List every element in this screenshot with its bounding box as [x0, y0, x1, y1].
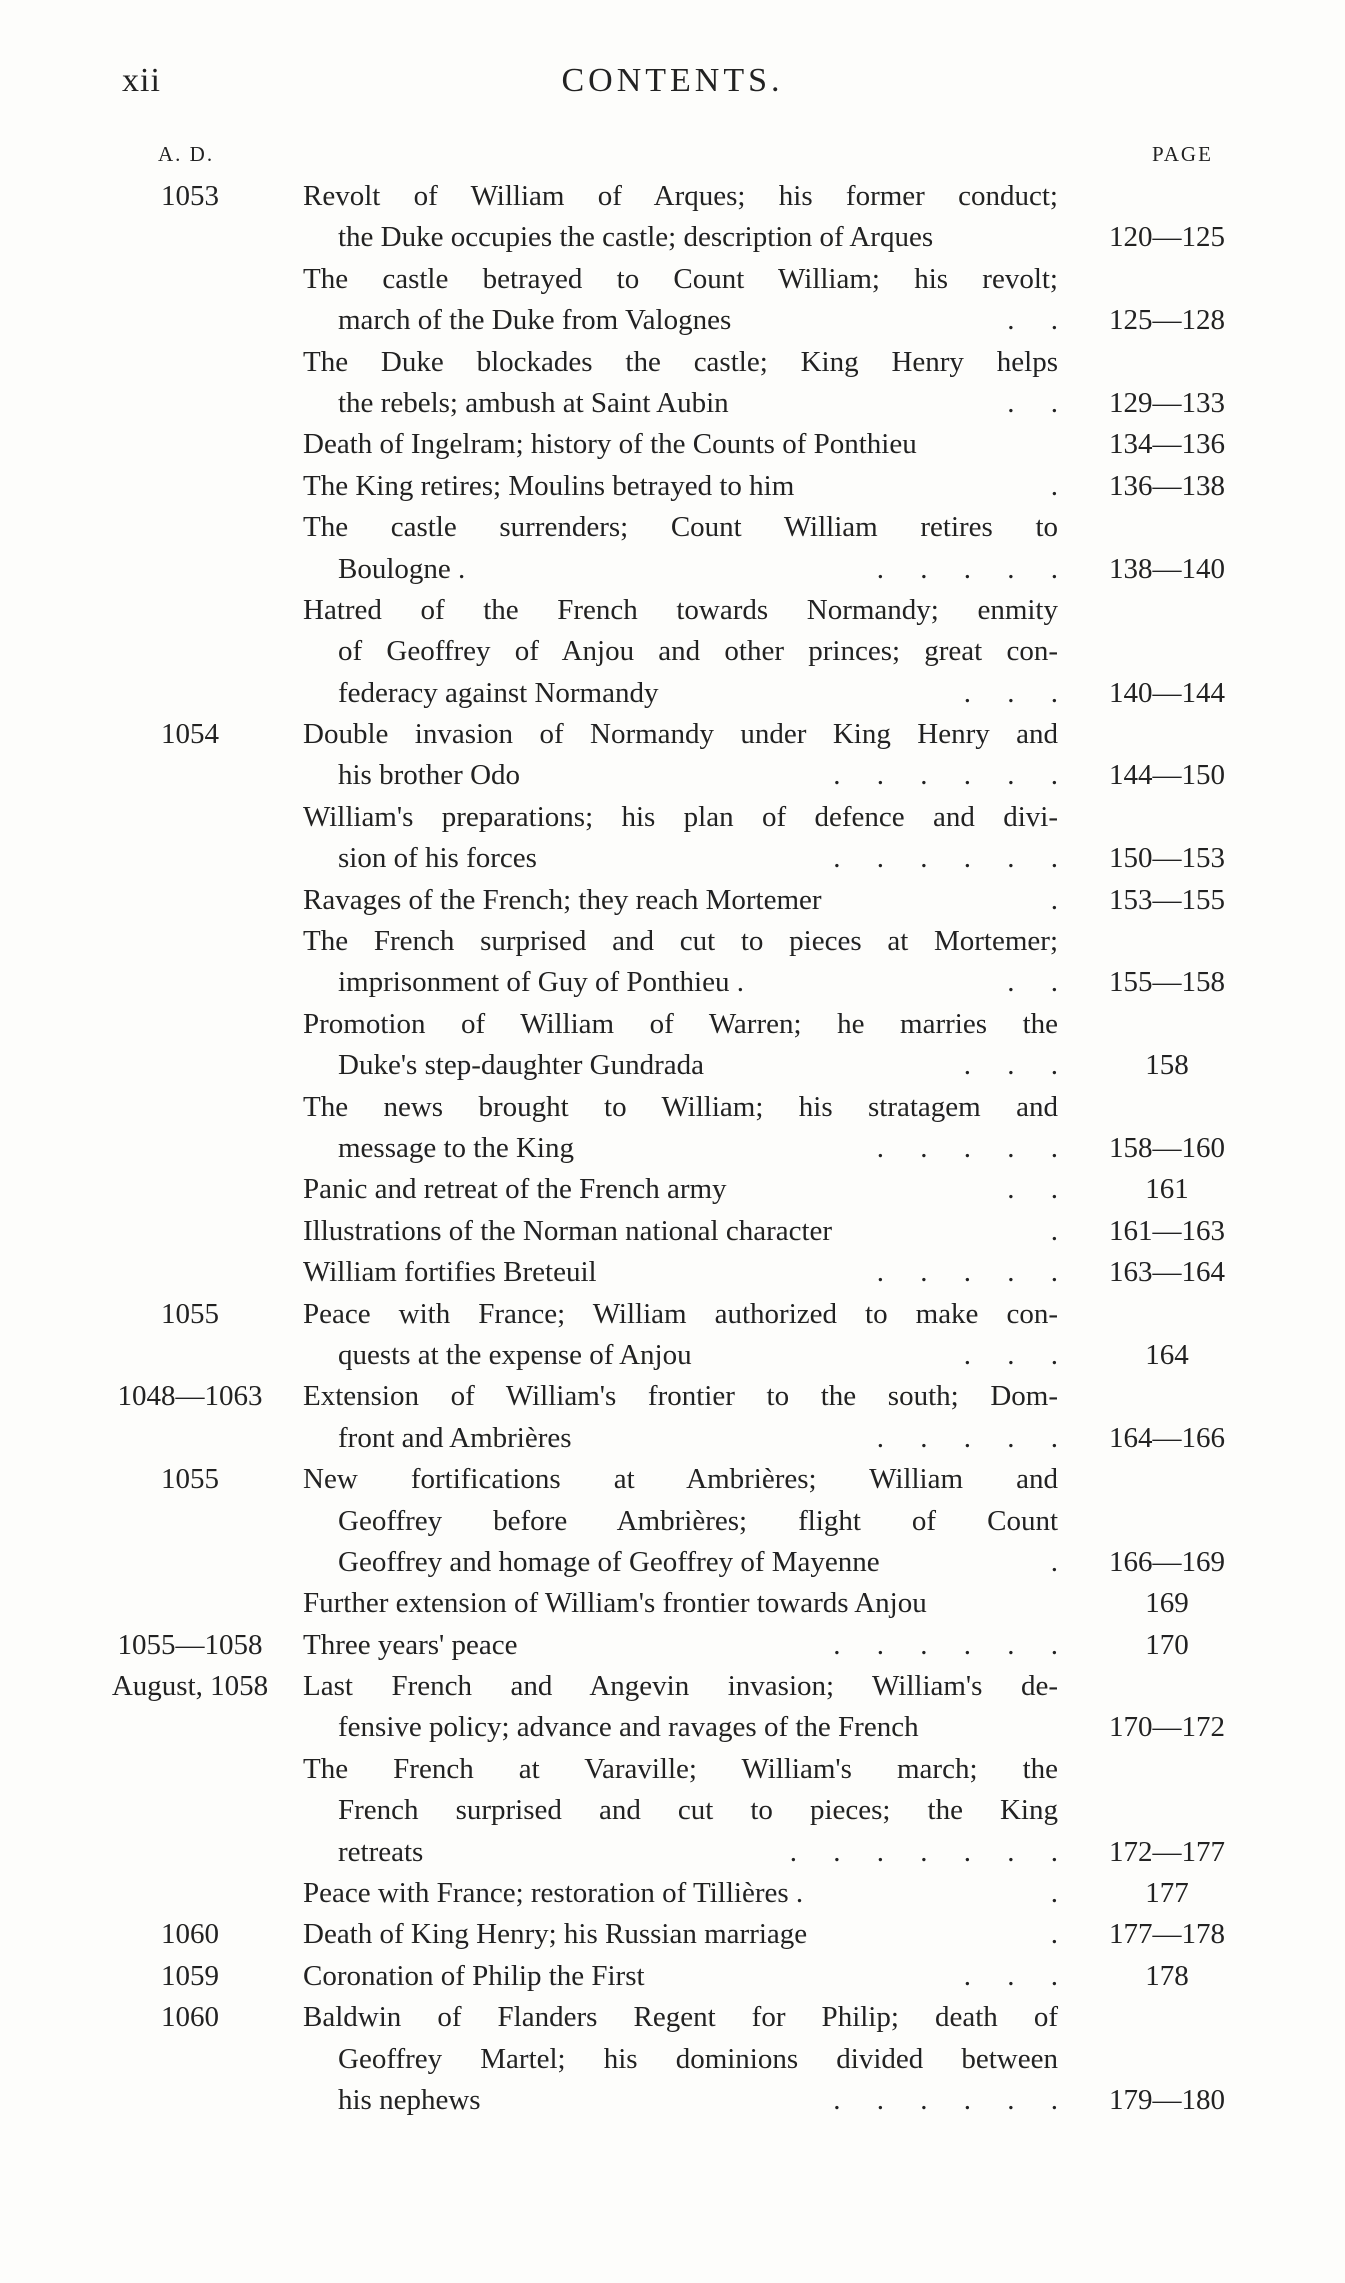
entry-description [303, 176, 1058, 259]
entry-line: sion of his forces . . . . . . [303, 838, 1058, 879]
entry-line: Promotion of William of Warren; he marries the [303, 1007, 1058, 1040]
entry-line: The news brought to William; his stratagem and [303, 1090, 1058, 1123]
running-title: CONTENTS. [561, 62, 784, 99]
leader-dots: . . . . . [876, 1421, 1058, 1454]
entry-line: Duke's step-daughter Gundrada . . . [303, 1045, 1058, 1086]
entry-line: The French at Varaville; William's march; the [303, 1752, 1058, 1785]
entry-pages: 161 [1145, 1173, 1189, 1206]
entry-line: the Duke occupies the castle; description of Arques [338, 221, 934, 254]
contents-entry [0, 1252, 1345, 1293]
entry-pages: 177—178 [1109, 1918, 1225, 1951]
leader-dots: . . . [963, 676, 1058, 709]
entry-pages: 150—153 [1109, 842, 1225, 875]
contents-entry [0, 1211, 1345, 1252]
leader-dots: . . . . . [876, 552, 1058, 585]
entry-line: his nephews . . . . . . [303, 2080, 1058, 2121]
entry-line: the rebels; ambush at Saint Aubin . . [303, 383, 1058, 424]
entry-line: message to the King . . . . . [303, 1128, 1058, 1169]
column-headings [0, 142, 1345, 172]
entry-line: Ravages of the French; they reach Mortemer . [303, 880, 1058, 921]
leader-dots: . . [1007, 386, 1058, 419]
leader-dots: . . [1007, 1173, 1058, 1206]
entry-year: 1060 [161, 1918, 219, 1951]
contents-entry [0, 1997, 1345, 2121]
leader-dots: . [1050, 883, 1058, 916]
entry-line: his brother Odo . . . . . . [303, 755, 1058, 796]
contents-entry [0, 1087, 1345, 1170]
entry-line: Last French and Angevin invasion; William's de- [303, 1670, 1058, 1703]
year-column-heading: A. D. [158, 142, 215, 166]
page-folio: xii [122, 62, 161, 99]
leader-dots: . . . . . . [833, 2083, 1058, 2116]
entry-description [303, 1583, 1058, 1624]
entry-line: fensive policy; advance and ravages of the French [338, 1711, 919, 1744]
entry-pages: 166—169 [1109, 1545, 1225, 1578]
entry-year: 1053 [161, 180, 219, 212]
entry-line: Hatred of the French towards Normandy; enmity [303, 593, 1058, 626]
entry-pages: 170 [1145, 1628, 1189, 1661]
entry-description [303, 1459, 1058, 1583]
entry-line: Illustrations of the Norman national character . [303, 1211, 1058, 1252]
entry-pages: 161—163 [1109, 1214, 1225, 1247]
entry-description [303, 1252, 1058, 1293]
entry-line: Double invasion of Normandy under King Henry and [303, 718, 1058, 751]
contents-entry [0, 176, 1345, 259]
contents-entry [0, 1459, 1345, 1583]
entry-pages: 129—133 [1109, 386, 1225, 419]
contents-entry [0, 259, 1345, 342]
entry-description [303, 507, 1058, 590]
entry-description [303, 1169, 1058, 1210]
contents-entry [0, 424, 1345, 465]
contents-entry [0, 1583, 1345, 1624]
entry-pages: 158 [1145, 1049, 1189, 1082]
entry-line: William's preparations; his plan of defence and divi- [303, 800, 1058, 833]
entry-description [303, 1749, 1058, 1873]
entry-line: Peace with France; restoration of Tillières . . [303, 1873, 1058, 1914]
entry-pages: 138—140 [1109, 552, 1225, 585]
contents-entry [0, 507, 1345, 590]
contents-entry [0, 1749, 1345, 1873]
entry-line: Revolt of William of Arques; his former conduct; [303, 180, 1058, 212]
entry-description [303, 259, 1058, 342]
leader-dots: . [1050, 469, 1058, 502]
entry-pages: 170—172 [1109, 1711, 1225, 1744]
entry-description [303, 1294, 1058, 1377]
entry-line: Boulogne . . . . . . [303, 549, 1058, 590]
entry-description [303, 1873, 1058, 1914]
entry-pages: 136—138 [1109, 469, 1225, 502]
entry-pages: 153—155 [1109, 883, 1225, 916]
entry-year: August, 1058 [111, 1670, 269, 1703]
entry-line: The Duke blockades the castle; King Henry helps [303, 345, 1058, 378]
entry-pages: 125—128 [1109, 304, 1225, 337]
contents-entry [0, 1873, 1345, 1914]
entry-description [303, 342, 1058, 425]
entry-line: Further extension of William's frontier towards Anjou [303, 1587, 927, 1620]
contents-entry [0, 1376, 1345, 1459]
leader-dots: . . [1007, 304, 1058, 337]
entry-line: The castle surrenders; Count William retires to [303, 511, 1058, 544]
entry-line: Baldwin of Flanders Regent for Philip; death of [303, 2001, 1058, 2034]
entry-pages: 120—125 [1109, 221, 1225, 254]
entry-description [303, 921, 1058, 1004]
page-header [0, 62, 1345, 112]
contents-entry [0, 1956, 1345, 1997]
entry-description [303, 1914, 1058, 1955]
entry-pages: 177 [1145, 1877, 1189, 1909]
entry-line: Three years' peace . . . . . . [303, 1625, 1058, 1666]
entry-line: Peace with France; William authorized to make con- [303, 1297, 1058, 1330]
contents-entry [0, 714, 1345, 797]
entry-description [303, 1625, 1058, 1666]
entry-description [303, 1211, 1058, 1252]
entry-line: Geoffrey before Ambrières; flight of Count [338, 1504, 1058, 1537]
contents-entry [0, 1914, 1345, 1955]
leader-dots: . . . [963, 1338, 1058, 1371]
contents-entry [0, 1625, 1345, 1666]
entry-line: The King retires; Moulins betrayed to him . [303, 466, 1058, 507]
entry-year: 1054 [161, 718, 219, 751]
entry-year: 1060 [161, 2001, 219, 2034]
entry-pages: 140—144 [1109, 676, 1225, 709]
entry-description [303, 1087, 1058, 1170]
entry-pages: 178 [1145, 1959, 1189, 1992]
entry-line: Death of King Henry; his Russian marriage . [303, 1914, 1058, 1955]
contents-entry [0, 342, 1345, 425]
entry-line: retreats . . . . . . . [303, 1832, 1058, 1873]
entry-line: quests at the expense of Anjou . . . [303, 1335, 1058, 1376]
entry-description [303, 1666, 1058, 1749]
entry-year: 1055 [161, 1463, 219, 1496]
entry-year: 1055—1058 [117, 1628, 263, 1661]
entry-year: 1048—1063 [117, 1380, 263, 1413]
entry-pages: 172—177 [1109, 1835, 1225, 1868]
leader-dots: . [1050, 1214, 1058, 1247]
entry-pages: 164 [1145, 1338, 1189, 1371]
entry-description [303, 1376, 1058, 1459]
leader-dots: . [1050, 1545, 1058, 1578]
entry-pages: 163—164 [1109, 1256, 1225, 1289]
leader-dots: . . . . . [876, 1256, 1058, 1289]
entry-line: federacy against Normandy . . . [303, 673, 1058, 714]
entry-line: Extension of William's frontier to the south; Dom- [303, 1380, 1058, 1413]
contents-entry [0, 1666, 1345, 1749]
entry-description [303, 1004, 1058, 1087]
entry-year: 1055 [161, 1297, 219, 1330]
entry-year: 1059 [161, 1959, 219, 1992]
entry-line: New fortifications at Ambrières; William and [303, 1463, 1058, 1496]
leader-dots: . . . . . . [833, 842, 1058, 875]
entry-pages: 144—150 [1109, 759, 1225, 792]
entry-pages: 155—158 [1109, 966, 1225, 999]
entry-description [303, 797, 1058, 880]
entry-description [303, 424, 1058, 465]
contents-entry [0, 880, 1345, 921]
entry-description [303, 1997, 1058, 2121]
entry-description [303, 714, 1058, 797]
contents-entry [0, 1004, 1345, 1087]
entry-line: French surprised and cut to pieces; the King [338, 1794, 1058, 1827]
entry-line: The French surprised and cut to pieces at Mortemer; [303, 925, 1058, 958]
leader-dots: . . . [963, 1049, 1058, 1082]
page-column-heading: PAGE [1152, 142, 1213, 166]
entry-line: The castle betrayed to Count William; his revolt; [303, 262, 1058, 295]
entry-pages: 179—180 [1109, 2083, 1225, 2116]
contents-list [0, 176, 1345, 2121]
entry-line: of Geoffrey of Anjou and other princes; great con- [338, 635, 1058, 668]
leader-dots: . . [1007, 966, 1058, 999]
entry-description [303, 880, 1058, 921]
entry-pages: 158—160 [1109, 1131, 1225, 1164]
contents-entry [0, 1169, 1345, 1210]
entry-line: imprisonment of Guy of Ponthieu . . . [303, 962, 1058, 1003]
entry-line: Death of Ingelram; history of the Counts of Ponthieu [303, 428, 917, 461]
entry-line: front and Ambrières . . . . . [303, 1418, 1058, 1459]
contents-entry [0, 466, 1345, 507]
entry-line: march of the Duke from Valognes . . [303, 300, 1058, 341]
contents-entry [0, 590, 1345, 714]
entry-line: William fortifies Breteuil . . . . . [303, 1252, 1058, 1293]
entry-description [303, 590, 1058, 714]
entry-line: Panic and retreat of the French army . . [303, 1169, 1058, 1210]
entry-pages: 134—136 [1109, 428, 1225, 461]
leader-dots: . [1050, 1918, 1058, 1951]
entry-pages: 169 [1145, 1587, 1189, 1620]
entry-pages: 164—166 [1109, 1421, 1225, 1454]
leader-dots: . . . . . . [833, 759, 1058, 792]
contents-entry [0, 1294, 1345, 1377]
entry-description [303, 1956, 1058, 1997]
leader-dots: . [1050, 1877, 1058, 1910]
entry-line: Geoffrey and homage of Geoffrey of Mayenne . [303, 1542, 1058, 1583]
leader-dots: . . . . . . [833, 1628, 1058, 1661]
entry-description [303, 466, 1058, 507]
entry-line: Geoffrey Martel; his dominions divided between [338, 2042, 1058, 2075]
leader-dots: . . . [963, 1959, 1058, 1992]
leader-dots: . . . . . [876, 1131, 1058, 1164]
contents-entry [0, 797, 1345, 880]
entry-line: Coronation of Philip the First . . . [303, 1956, 1058, 1997]
contents-entry [0, 921, 1345, 1004]
leader-dots: . . . . . . . [789, 1835, 1058, 1868]
